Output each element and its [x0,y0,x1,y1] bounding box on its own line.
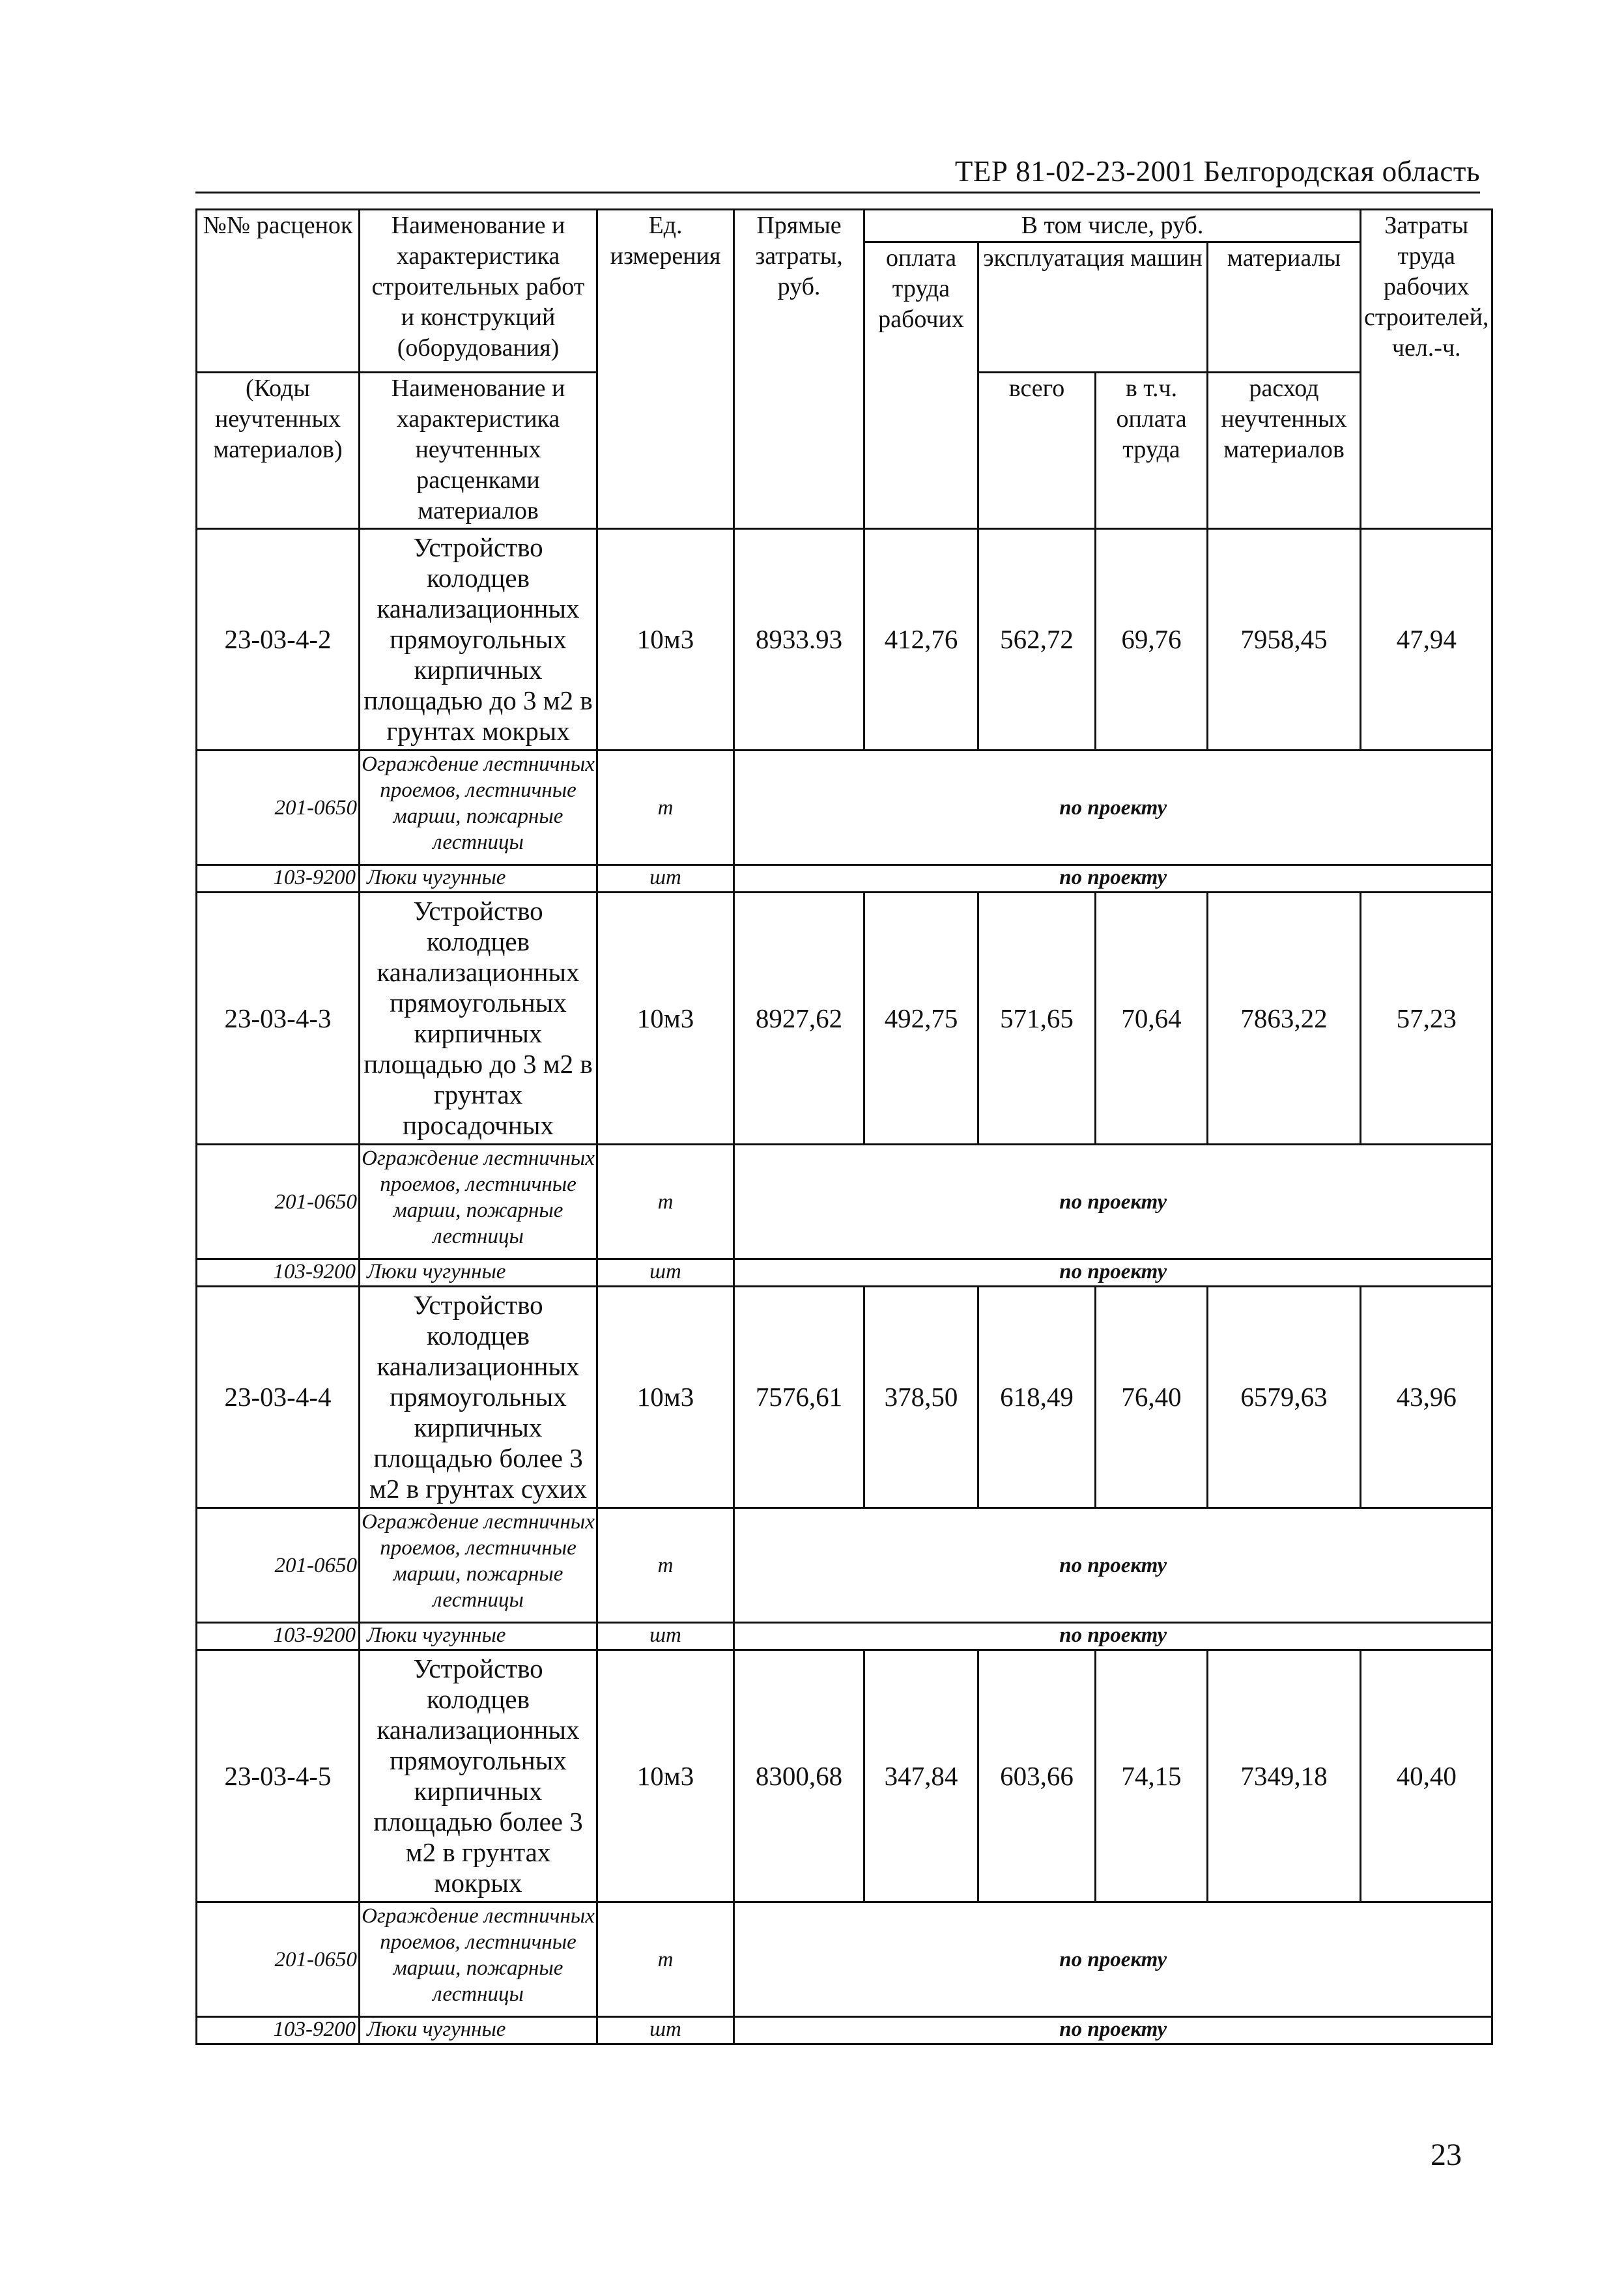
material-unit: т [597,1145,734,1259]
material-unit: т [597,751,734,865]
material-note: по проекту [734,751,1492,865]
header-machines: эксплуатация машин [978,242,1208,373]
material-row [197,751,1492,865]
rates-table-main [195,208,1493,2045]
rate-materials: 7349,18 [1208,1650,1361,1902]
material-name: Люки чугунные [360,1259,597,1287]
rate-unit: 10м3 [597,1650,734,1902]
rate-mach-pay: 74,15 [1096,1650,1208,1902]
rate-name: Устройство колодцев канализационных прямоугольных кирпичных площадью более 3 м2 в грунтах мокрых [360,1650,597,1902]
page-number: 23 [1431,2138,1462,2172]
header-mach-total: всего [978,373,1096,529]
material-name: Ограждение лестничных проемов, лестничные марши, пожарные лестницы [360,1508,597,1623]
rate-labor-pay: 412,76 [864,529,978,751]
header-labor-cost: Затраты труда рабочих строителей, чел.-ч. [1361,210,1492,529]
material-name: Люки чугунные [360,1623,597,1650]
rate-mach-total: 618,49 [978,1287,1096,1508]
material-row [197,1902,1492,2017]
material-unit: т [597,1902,734,2017]
material-row [197,2017,1492,2044]
header-rule [195,192,1480,193]
rate-mach-total: 603,66 [978,1650,1096,1902]
material-note: по проекту [734,1145,1492,1259]
material-code: 103-9200 [197,2017,360,2044]
table-row [197,1287,1492,1508]
header-direct: Прямые затраты, руб. [734,210,864,529]
header-code2: (Коды неучтенных материалов) [197,373,360,529]
page-header: ТЕР 81-02-23-2001 Белгородская область [954,155,1480,188]
header-name: Наименование и характеристика строительных работ и конструкций (оборудования) [360,210,597,373]
material-code: 201-0650 [197,1902,360,2017]
material-name: Ограждение лестничных проемов, лестничные марши, пожарные лестницы [360,1902,597,2017]
header-code: №№ расценок [197,210,360,373]
header-labor-pay: оплата труда рабочих [864,242,978,529]
header-unit: Ед. измерения [597,210,734,529]
material-code: 201-0650 [197,1145,360,1259]
rate-code: 23-03-4-5 [197,1650,360,1902]
rate-code: 23-03-4-3 [197,893,360,1145]
material-name: Ограждение лестничных проемов, лестничные марши, пожарные лестницы [360,751,597,865]
material-unit: т [597,1508,734,1623]
header-unaccounted: расход неучтенных материалов [1208,373,1361,529]
rate-labor-pay: 492,75 [864,893,978,1145]
material-note: по проекту [734,1508,1492,1623]
header-incl: В том числе, руб. [864,210,1361,242]
material-note: по проекту [734,1902,1492,2017]
rate-name: Устройство колодцев канализационных прямоугольных кирпичных площадью до 3 м2 в грунтах просадочных [360,893,597,1145]
material-name: Ограждение лестничных проемов, лестничные марши, пожарные лестницы [360,1145,597,1259]
rate-labor-pay: 378,50 [864,1287,978,1508]
material-code: 103-9200 [197,865,360,893]
material-code: 103-9200 [197,1259,360,1287]
rate-name: Устройство колодцев канализационных прямоугольных кирпичных площадью до 3 м2 в грунтах мокрых [360,529,597,751]
material-code: 201-0650 [197,1508,360,1623]
material-unit: шт [597,1259,734,1287]
rate-materials: 7958,45 [1208,529,1361,751]
rate-code: 23-03-4-2 [197,529,360,751]
material-row [197,1259,1492,1287]
rate-mach-pay: 69,76 [1096,529,1208,751]
material-row [197,1623,1492,1650]
material-name: Люки чугунные [360,865,597,893]
rate-mach-pay: 70,64 [1096,893,1208,1145]
material-name: Люки чугунные [360,2017,597,2044]
material-row [197,865,1492,893]
material-note: по проекту [734,1259,1492,1287]
rate-labor-cost: 47,94 [1361,529,1492,751]
rate-mach-total: 562,72 [978,529,1096,751]
rate-mach-total: 571,65 [978,893,1096,1145]
material-note: по проекту [734,865,1492,893]
material-code: 103-9200 [197,1623,360,1650]
rate-labor-cost: 40,40 [1361,1650,1492,1902]
material-note: по проекту [734,1623,1492,1650]
header-mach-pay: в т.ч. оплата труда [1096,373,1208,529]
material-note: по проекту [734,2017,1492,2044]
header-name2: Наименование и характеристика неучтенных расценками материалов [360,373,597,529]
material-code: 201-0650 [197,751,360,865]
rate-unit: 10м3 [597,1287,734,1508]
table-row [197,893,1492,1145]
table-row [197,529,1492,751]
rate-materials: 6579,63 [1208,1287,1361,1508]
rate-labor-pay: 347,84 [864,1650,978,1902]
rate-labor-cost: 43,96 [1361,1287,1492,1508]
head-row-1 [197,210,1492,242]
rate-direct: 8927,62 [734,893,864,1145]
material-unit: шт [597,865,734,893]
rate-name: Устройство колодцев канализационных прямоугольных кирпичных площадью более 3 м2 в грунтах сухих [360,1287,597,1508]
rate-materials: 7863,22 [1208,893,1361,1145]
material-unit: шт [597,2017,734,2044]
rate-code: 23-03-4-4 [197,1287,360,1508]
header-materials: материалы [1208,242,1361,373]
material-row [197,1508,1492,1623]
rate-labor-cost: 57,23 [1361,893,1492,1145]
rate-unit: 10м3 [597,893,734,1145]
rate-unit: 10м3 [597,529,734,751]
rate-direct: 8933.93 [734,529,864,751]
rate-mach-pay: 76,40 [1096,1287,1208,1508]
material-unit: шт [597,1623,734,1650]
material-row [197,1145,1492,1259]
table-row [197,1650,1492,1902]
rate-direct: 8300,68 [734,1650,864,1902]
rate-direct: 7576,61 [734,1287,864,1508]
